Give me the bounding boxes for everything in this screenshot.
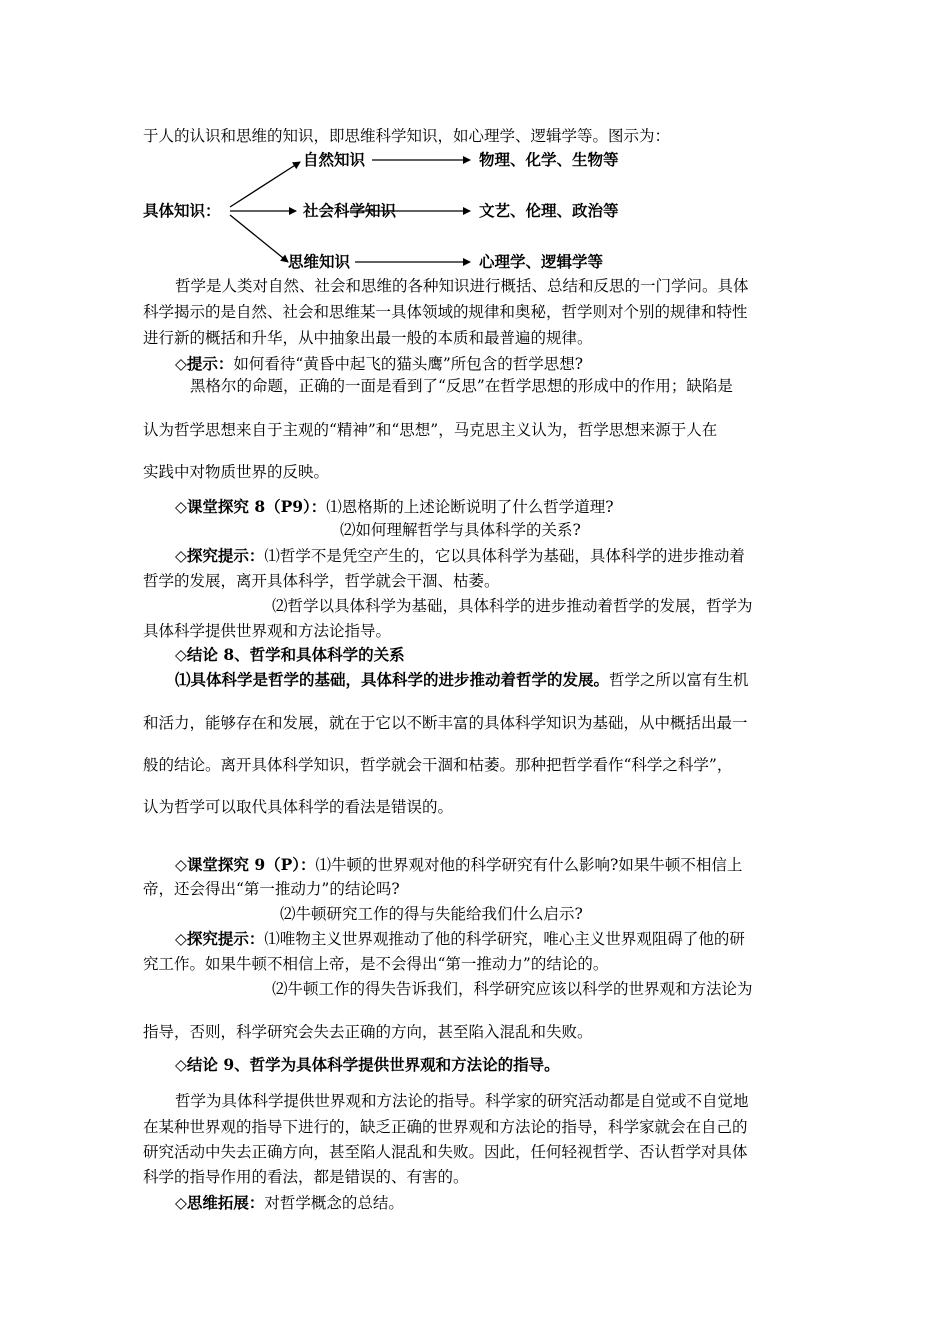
- intro-line: 于人的认识和思维的知识，即思维科学知识，如心理学、逻辑学等。图示为：: [143, 127, 671, 145]
- conclusion9-title: ◇结论 9、哲学为具体科学提供世界观和方法论的指导。: [175, 1055, 560, 1074]
- explore8-question: ⑴恩格斯的上述论断说明了什么哲学道理?: [326, 498, 614, 516]
- diagram-root: 具体知识：: [143, 201, 221, 220]
- diagram-target-natural: 物理、化学、生物等: [479, 150, 619, 169]
- explore9-q2: ⑵牛顿研究工作的得与失能给我们什么启示?: [280, 905, 583, 923]
- expand-text: 对哲学概念的总结。: [264, 1194, 404, 1212]
- diagram-node-natural: 自然知识: [303, 150, 366, 169]
- diagram-node-social: 社会科学知识: [303, 201, 397, 220]
- para2-line: 哲学为具体科学提供世界观和方法论的指导。科学家的研究活动都是自觉或不自觉地: [175, 1092, 749, 1110]
- para2-line: 研究活动中失去正确方向，甚至陷人混乱和失败。因此，任何轻视哲学、否认哲学对具体: [143, 1143, 748, 1161]
- hint-owl: [175, 354, 583, 374]
- hint8-text: ⑴哲学不是凭空产生的，它以具体科学为基础，具体科学的进步推动着: [264, 547, 745, 565]
- hint8-a1: [175, 546, 745, 566]
- explore9-q1-cont: 帝，还会得出“第一推动力”的结论吗?: [143, 880, 400, 898]
- diagram-target-social: 文艺、伦理、政治等: [479, 201, 619, 220]
- conclusion8-line: 认为哲学可以取代具体科学的看法是错误的。: [143, 798, 454, 816]
- diagram-target-thinking: 心理学、逻辑学等: [479, 252, 604, 271]
- arrow-root-natural: [230, 162, 300, 207]
- explore9-label: ◇课堂探究 9（P）：: [175, 855, 316, 874]
- explore8-q1: [175, 497, 614, 517]
- diagram-node-thinking: 思维知识: [288, 252, 351, 271]
- para2-line: 在某种世界观的指导下进行的，缺乏正确的世界观和方法论的指导，科学家就会在自己的: [143, 1118, 748, 1136]
- explore9-question: ⑴牛顿的世界观对他的科学研究有什么影响?如果牛顿不相信上: [315, 856, 743, 874]
- para1-line: 进行新的概括和升华，从中抽象出最一般的本质和最普遍的规律。: [143, 329, 593, 347]
- conclusion8-lead: ⑴具体科学是哲学的基础，具体科学的进步推动着哲学的发展。: [175, 670, 610, 689]
- hint8-a2: ⑵哲学以具体科学为基础，具体科学的进步推动着哲学的发展，哲学为: [272, 597, 753, 615]
- conclusion8-line: 和活力，能够存在和发展，就在于它以不断丰富的具体科学知识为基础，从中概括出最一: [143, 714, 748, 732]
- hint8-label: ◇探究提示：: [175, 546, 265, 565]
- explore8-label: ◇课堂探究 8（P9）：: [175, 497, 327, 516]
- explore9-q1: [175, 855, 742, 875]
- conclusion8-text: 哲学之所以富有生机: [609, 671, 749, 689]
- explore8-q2: ⑵如何理解哲学与具体科学的关系?: [340, 521, 581, 539]
- para1-line: 哲学是人类对自然、社会和思维的各种知识进行概括、总结和反思的一门学问。具体: [175, 277, 749, 295]
- conclusion8-line: 般的结论。离开具体科学知识，哲学就会干涸和枯萎。那种把哲学看作“科学之科学”，: [143, 756, 733, 774]
- arrow-root-thinking: [230, 215, 288, 262]
- hint8-a2-cont: 具体科学提供世界观和方法论指导。: [143, 622, 392, 640]
- hint9-label: ◇探究提示：: [175, 929, 265, 948]
- hint-label: ◇提示：: [175, 354, 234, 373]
- conclusion8-para: [175, 670, 749, 690]
- para1-line: 科学揭示的是自然、社会和思维某一具体领域的规律和奥秘，哲学则对个别的规律和特性: [143, 303, 748, 321]
- expand-label: ◇思维拓展：: [175, 1193, 265, 1212]
- hint9-text: ⑴唯物主义世界观推动了他的科学研究，唯心主义世界观阻碍了他的研: [264, 930, 745, 948]
- hint-text: 如何看待“黄昏中起飞的猫头鹰”所包含的哲学思想?: [233, 355, 584, 373]
- hegel-line: 实践中对物质世界的反映。: [143, 463, 330, 481]
- hint8-a1-cont: 哲学的发展，离开具体科学，哲学就会干涸、枯萎。: [143, 572, 500, 590]
- knowledge-diagram: [0, 0, 950, 300]
- expand-line: [175, 1193, 404, 1213]
- hint9-a2: ⑵牛顿工作的得失告诉我们，科学研究应该以科学的世界观和方法论为: [272, 980, 753, 998]
- hint9-a2-cont: 指导，否则，科学研究会失去正确的方向，甚至陷入混乱和失败。: [143, 1023, 593, 1041]
- hint9-a1: [175, 929, 745, 949]
- conclusion8-title: ◇结论 8、哲学和具体科学的关系: [175, 645, 405, 664]
- hegel-line: 黑格尔的命题，正确的一面是看到了“反思”在哲学思想的形成中的作用；缺陷是: [190, 377, 733, 395]
- hegel-line: 认为哲学思想来自于主观的“精神”和“思想”，马克思主义认为，哲学思想来源于人在: [143, 421, 718, 439]
- hint9-a1-cont: 究工作。如果牛顿不相信上帝，是不会得出“第一推动力”的结论的。: [143, 955, 609, 973]
- para2-line: 科学的指导作用的看法，都是错误的、有害的。: [143, 1168, 469, 1186]
